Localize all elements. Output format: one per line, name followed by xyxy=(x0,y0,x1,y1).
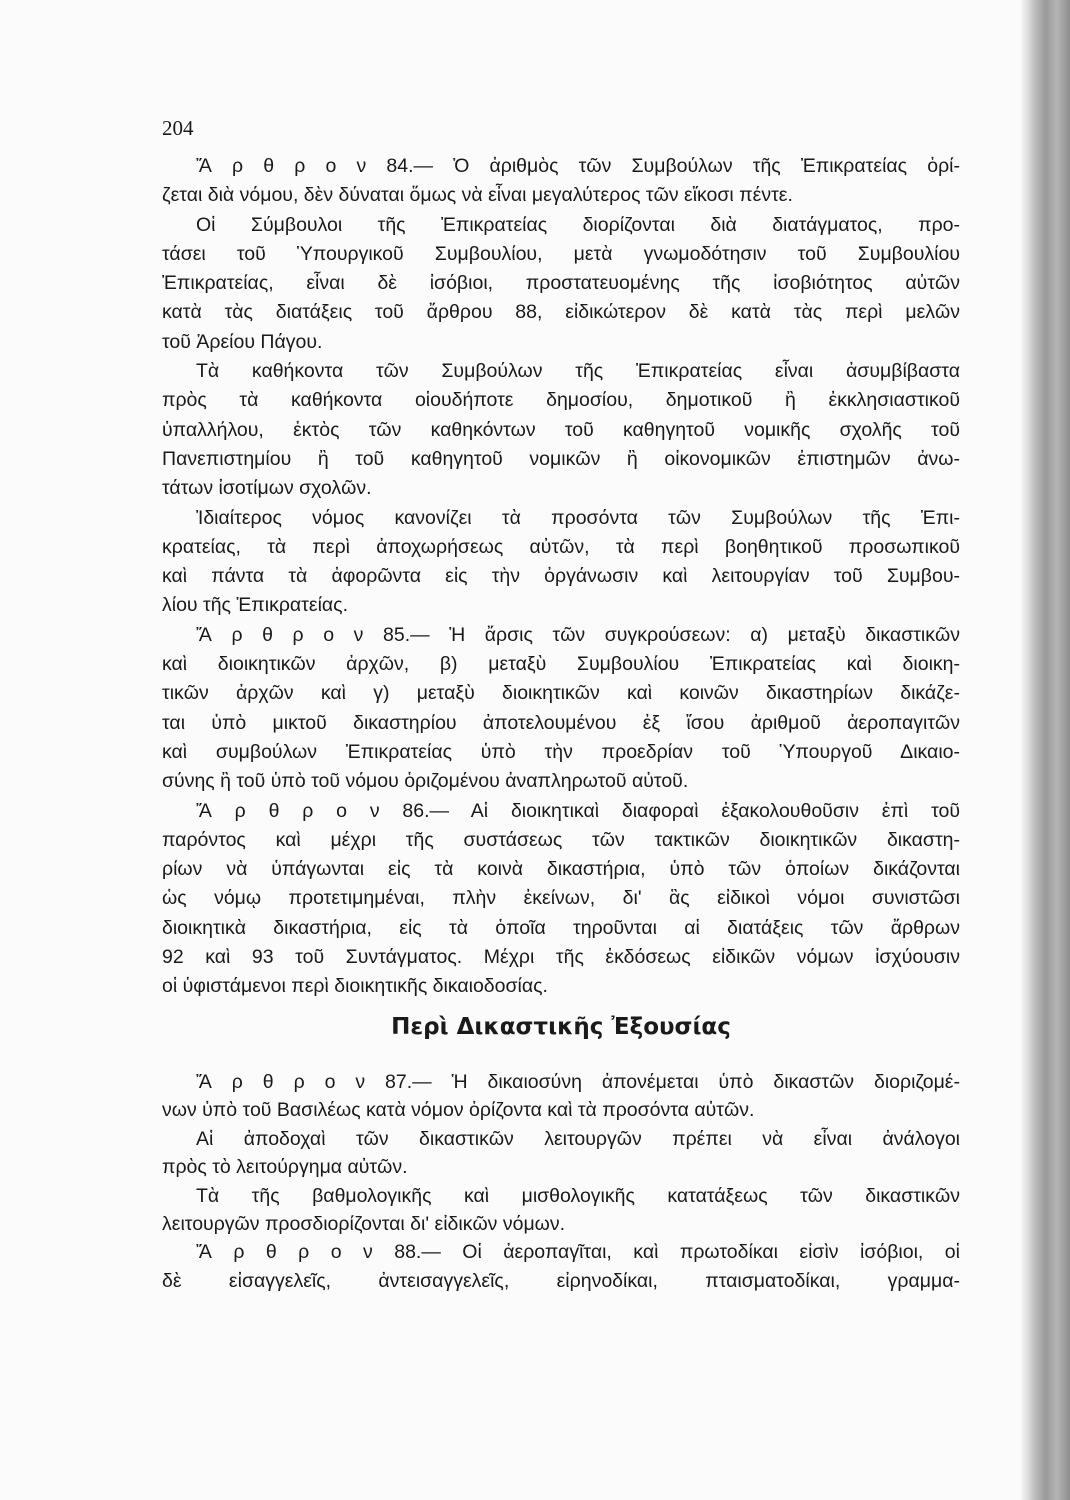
text-line: τικῶν ἀρχῶν καὶ γ) μεταξὺ διοικητικῶν καὶ κοινῶν δικαστηρίων δικάζε- xyxy=(162,682,960,705)
section-heading: Περὶ Δικαστικῆς Ἐξουσίας xyxy=(391,1014,731,1040)
text-line: Πανεπιστημίου ἢ τοῦ καθηγητοῦ νομικῶν ἢ οἰκονομικῶν ἐπιστημῶν ἀνω- xyxy=(162,447,960,470)
text-line: Ἐπικρατείας, εἶναι δὲ ἰσόβιοι, προστατευομένης τῆς ἰσοβιότητος αὐτῶν xyxy=(162,272,960,295)
text-line: λίου τῆς Ἐπικρατείας. xyxy=(162,594,349,617)
text-line: λειτουργῶν προσδιορίζονται δι' εἰδικῶν νόμων. xyxy=(162,1212,566,1235)
text-line: ται ὑπὸ μικτοῦ δικαστηρίου ἀποτελουμένου ἐξ ἴσου ἀριθμοῦ ἀεροπαγιτῶν xyxy=(162,711,960,734)
text-line: ὑπαλλήλου, ἐκτὸς τῶν καθηκόντων τοῦ καθηγητοῦ νομικῆς σχολῆς τοῦ xyxy=(162,418,960,441)
text-line: κατὰ τὰς διατάξεις τοῦ ἄρθρου 88, εἰδικώτερον δὲ κατὰ τὰς περὶ μελῶν xyxy=(162,301,960,324)
text-line: παρόντος καὶ μέχρι τῆς συστάσεως τῶν τακτικῶν διοικητικῶν δικαστη- xyxy=(162,828,960,851)
text-line: νων ὑπὸ τοῦ Βασιλέως κατὰ νόμον ὁρίζοντα καὶ τὰ προσόντα αὐτῶν. xyxy=(162,1099,755,1122)
text-line: τοῦ Ἀρείου Πάγου. xyxy=(162,330,323,353)
text-line: Ἄ ρ θ ρ ο ν 85.— Ἡ ἄρσις τῶν συγκρούσεων: α) μεταξὺ δικαστικῶν xyxy=(196,623,960,646)
text-line: σύνης ἢ τοῦ ὑπὸ τοῦ νόμου ὁριζομένου ἀναπληρωτοῦ αὐτοῦ. xyxy=(162,770,689,793)
text-line: δὲ εἰσαγγελεῖς, ἀντεισαγγελεῖς, εἰρηνοδίκαι, πταισματοδίκαι, γραμμα- xyxy=(162,1269,960,1292)
text-line: Ἄ ρ θ ρ ο ν 86.— Αἱ διοικητικαὶ διαφοραὶ ἐξακολουθοῦσιν ἐπὶ τοῦ xyxy=(196,799,960,822)
text-line: τάσει τοῦ Ὑπουργικοῦ Συμβουλίου, μετὰ γνωμοδότησιν τοῦ Συμβουλίου xyxy=(162,242,960,265)
text-line: Ἄ ρ θ ρ ο ν 87.— Ἡ δικαιοσύνη ἀπονέμεται ὑπὸ δικαστῶν διοριζομέ- xyxy=(196,1071,960,1093)
text-line: διοικητικὰ δικαστήρια, εἰς τὰ ὁποῖα τηροῦνται αἱ διατάξεις τῶν ἄρθρων xyxy=(162,916,960,939)
text-line: κρατείας, τὰ περὶ ἀποχωρήσεως αὐτῶν, τὰ περὶ βοηθητικοῦ προσωπικοῦ xyxy=(162,535,960,558)
text-line: καὶ συμβούλων Ἐπικρατείας ὑπὸ τὴν προεδρίαν τοῦ Ὑπουργοῦ Δικαιο- xyxy=(162,740,960,763)
text-block-articles-87-88 xyxy=(162,1068,960,1295)
text-line: πρὸς τὸ λειτούργημα αὐτῶν. xyxy=(162,1156,408,1179)
text-line: πρὸς τὰ καθήκοντα οἱουδήποτε δημοσίου, δημοτικοῦ ἢ ἐκκλησιαστικοῦ xyxy=(162,389,960,412)
page-number: 204 xyxy=(162,116,194,140)
book-edge xyxy=(1026,0,1070,1500)
text-line: ζεται διὰ νόμου, δὲν δύναται ὅμως νὰ εἶναι μεγαλύτερος τῶν εἴκοσι πέντε. xyxy=(162,184,793,207)
text-line: Ἄ ρ θ ρ ο ν 88.— Οἱ ἀεροπαγῖται, καὶ πρωτοδίκαι εἰσὶν ἰσόβιοι, οἱ xyxy=(196,1241,960,1264)
text-line: Ἰδιαίτερος νόμος κανονίζει τὰ προσόντα τῶν Συμβούλων τῆς Ἐπι- xyxy=(196,506,960,529)
text-line: Οἱ Σύμβουλοι τῆς Ἐπικρατείας διορίζονται διὰ διατάγματος, προ- xyxy=(196,213,960,236)
text-line: καὶ πάντα τὰ ἀφορῶντα εἰς τὴν ὀργάνωσιν καὶ λειτουργίαν τοῦ Συμβου- xyxy=(162,565,960,588)
text-line: καὶ διοικητικῶν ἀρχῶν, β) μεταξὺ Συμβουλίου Ἐπικρατείας καὶ διοικη- xyxy=(162,653,960,676)
text-line: 92 καὶ 93 τοῦ Συντάγματος. Μέχρι τῆς ἐκδόσεως εἰδικῶν νόμων ἰσχύουσιν xyxy=(162,946,960,969)
text-line: ὡς νόμῳ προτετιμημέναι, πλὴν ἐκείνων, δι' ἃς εἰδικοὶ νόμοι συνιστῶσι xyxy=(162,887,960,910)
text-line: Τὰ καθήκοντα τῶν Συμβούλων τῆς Ἐπικρατείας εἶναι ἀσυμβίβαστα xyxy=(196,360,960,383)
text-line: Αἱ ἀποδοχαὶ τῶν δικαστικῶν λειτουργῶν πρέπει νὰ εἶναι ἀνάλογοι xyxy=(196,1127,960,1150)
text-line: οἱ ὑφιστάμενοι περὶ διοικητικῆς δικαιοδοσίας. xyxy=(162,975,548,998)
text-block-articles-84-86 xyxy=(162,152,960,1002)
text-line: Τὰ τῆς βαθμολογικῆς καὶ μισθολογικῆς κατατάξεως τῶν δικαστικῶν xyxy=(196,1184,960,1207)
text-line: τάτων ἰσοτίμων σχολῶν. xyxy=(162,477,372,500)
text-line: ρίων νὰ ὑπάγωνται εἰς τὰ κοινὰ δικαστήρια, ὑπὸ τῶν ὁποίων δικάζονται xyxy=(162,858,960,881)
text-line: Ἄ ρ θ ρ ο ν 84.— Ὁ ἀριθμὸς τῶν Συμβούλων τῆς Ἐπικρατείας ὁρί- xyxy=(196,155,960,177)
